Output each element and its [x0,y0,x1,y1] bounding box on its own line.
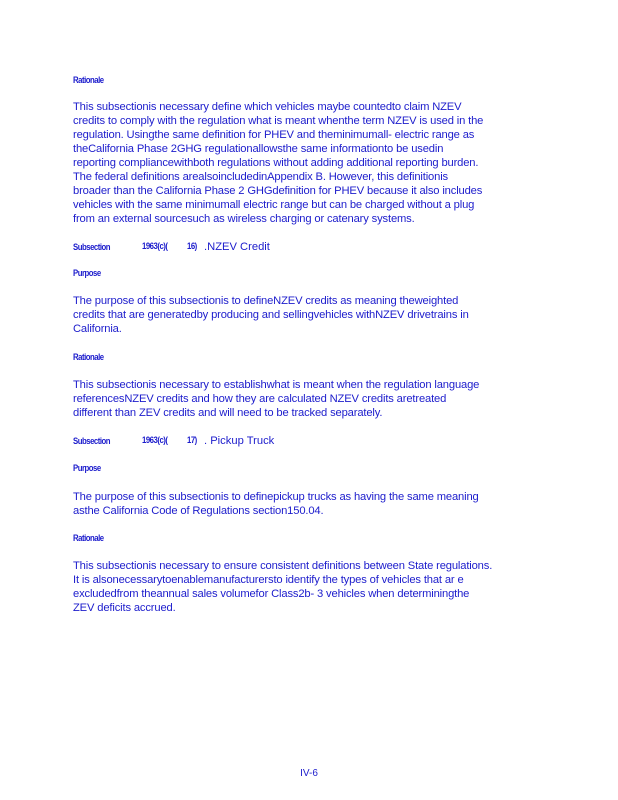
paragraph-line: The federal definitions arealsoincludedinAppendix B. However, this definitionis [73,171,448,183]
paragraph-line: vehicles with the same minimumall electric range but can be charged without a plug [73,199,475,211]
subsection-label: Subsection [73,436,111,447]
paragraph-line: The purpose of this subsectionis to defineNZEV credits as meaning theweighted [73,295,459,307]
nzev-credit-rationale-paragraph [73,378,551,420]
paragraph-line: This subsectionis necessary define which vehicles maybe countedto claim NZEV [73,101,462,113]
paragraph-line: ZEV deficits accrued. [73,602,176,614]
purpose-heading: Purpose [73,268,101,279]
nzev-credit-purpose-paragraph [73,294,551,336]
paragraph-line: asthe California Code of Regulations section150.04. [73,505,324,517]
rationale-heading: Rationale [73,533,104,544]
subsection-heading-nzev-credit [73,240,270,255]
paragraph-line: The purpose of this subsectionis to definepickup trucks as having the same meaning [73,491,479,503]
paragraph-line: excludedfrom theannual sales volumefor Class2b- 3 vehicles when determiningthe [73,588,470,600]
paragraph-line: credits that are generatedby producing and sellingvehicles withNZEV drivetrains in [73,309,469,321]
paragraph-line: It is alsonecessarytoenablemanufacturersto identify the types of vehicles that ar e [73,574,464,586]
subsection-subnumber: 17) [187,435,197,446]
subsection-title: .NZEV Credit [204,241,270,253]
paragraph-line: from an external sourcesuch as wireless charging or catenary systems. [73,213,415,225]
purpose-heading: Purpose [73,463,101,474]
paragraph-line: different than ZEV credits and will need to be tracked separately. [73,407,383,419]
paragraph-line: California. [73,323,122,335]
subsection-heading-pickup-truck [73,434,275,449]
subsection-subnumber: 16) [187,241,197,252]
paragraph-line: This subsectionis necessary to establishwhat is meant when the regulation language [73,379,480,391]
paragraph-line: broader than the California Phase 2 GHGdefinition for PHEV because it also includes [73,185,483,197]
paragraph-line: regulation. Usingthe same definition for PHEV and theminimumall- electric range as [73,129,475,141]
nzev-vehicle-rationale-paragraph [73,100,551,226]
subsection-number: 1963(c)( [142,435,168,446]
rationale-heading: Rationale [73,352,104,363]
subsection-number: 1963(c)( [142,241,168,252]
page-number: IV-6 [300,768,318,779]
subsection-title: . Pickup Truck [204,435,275,447]
paragraph-line: theCalifornia Phase 2GHG regulationallowsthe same informationto be usedin [73,143,444,155]
paragraph-line: credits to comply with the regulation what is meant whenthe term NZEV is used in the [73,115,484,127]
subsection-label: Subsection [73,242,111,253]
rationale-heading: Rationale [73,75,104,86]
pickup-truck-purpose-paragraph [73,490,551,518]
paragraph-line: reporting compliancewithboth regulations without adding additional reporting burden. [73,157,479,169]
paragraph-line: This subsectionis necessary to ensure consistent definitions between State regulations. [73,560,493,572]
paragraph-line: referencesNZEV credits and how they are calculated NZEV credits aretreated [73,393,447,405]
pickup-truck-rationale-paragraph [73,559,551,615]
